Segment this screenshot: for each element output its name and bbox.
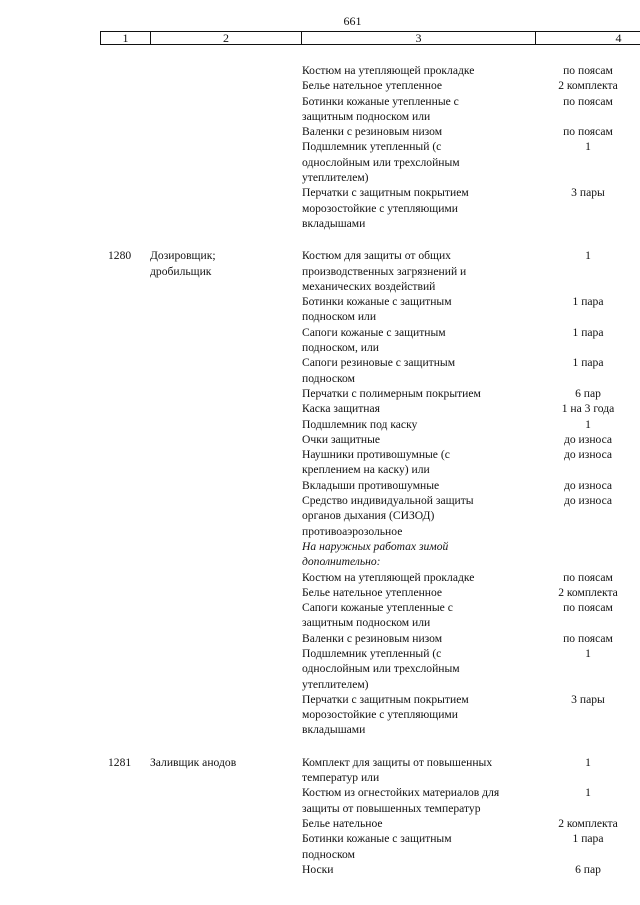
issue-norm: 3 пары (571, 186, 605, 200)
issue-norm: по поясам (563, 125, 613, 139)
equipment-name-line: Костюм на утепляющей прокладке (302, 570, 475, 584)
issue-norm: по поясам (563, 570, 613, 584)
equipment-name-line: подноском (302, 371, 355, 385)
equipment-name (302, 185, 534, 231)
page-number: 661 (343, 14, 362, 28)
equipment-name (302, 600, 534, 631)
table-row (0, 600, 640, 631)
table-row (0, 139, 640, 185)
table-row (0, 185, 640, 231)
equipment-name (302, 785, 534, 816)
equipment-name-line: производственных загрязнений и (302, 264, 467, 278)
issue-norm: по поясам (563, 601, 613, 615)
equipment-name-line: Валенки с резиновым низом (302, 125, 443, 139)
issue-norm: 1 (585, 140, 591, 154)
issue-norm: до износа (563, 432, 613, 446)
profession-line: дробильщик (150, 264, 212, 278)
issue-norm: 1 пара (572, 832, 604, 846)
equipment-name-line: Перчатки с защитным покрытием (302, 692, 469, 706)
equipment-name-line: защитным подноском или (302, 616, 431, 630)
profession-line: Заливщик анодов (150, 755, 237, 769)
profession-group (0, 63, 640, 231)
equipment-name-line: Перчатки с полимерным покрытием (302, 386, 481, 400)
table-row (0, 493, 640, 539)
issue-norm: 1 пара (572, 356, 604, 370)
table-row (0, 124, 640, 139)
equipment-name-line: морозостойкие с утепляющими (302, 201, 458, 215)
table-row (0, 570, 640, 585)
table-row (0, 94, 640, 125)
equipment-name (302, 401, 534, 416)
equipment-name-line: утеплителем) (302, 171, 369, 185)
issue-norm: 1 на 3 года (561, 402, 615, 416)
equipment-name (302, 447, 534, 478)
table-row (0, 78, 640, 93)
equipment-name-line: креплением на каску) или (302, 463, 430, 477)
equipment-name-line: Вкладыши противошумные (302, 478, 440, 492)
equipment-name (302, 139, 534, 185)
item-number: 1281 (108, 755, 132, 769)
issue-norm: до износа (563, 494, 613, 508)
equipment-name-line: морозостойкие с утепляющими (302, 708, 458, 722)
table-row (0, 294, 640, 325)
profession-group (0, 755, 640, 877)
equipment-name-line: Подшлемник утепленный (с (302, 646, 442, 660)
table-body (0, 63, 640, 877)
equipment-name-line: противоаэрозольное (302, 524, 403, 538)
issue-norm: 1 (585, 417, 591, 431)
equipment-name-line: Комплект для защиты от повышенных (302, 755, 493, 769)
equipment-name (302, 570, 534, 585)
equipment-name (302, 417, 534, 432)
equipment-name-line: однослойным или трехслойным (302, 662, 460, 676)
equipment-name-line: Носки (302, 862, 334, 876)
profession-group (0, 248, 640, 738)
equipment-name (302, 355, 534, 386)
table-row (0, 539, 640, 570)
equipment-name-line: механических воздействий (302, 279, 436, 293)
equipment-name-line: Белье нательное утепленное (302, 585, 443, 599)
equipment-name (302, 816, 534, 831)
equipment-name-line: утеплителем) (302, 677, 369, 691)
equipment-name-line: Сапоги кожаные с защитным (302, 325, 446, 339)
table-row (0, 862, 640, 877)
table-row (0, 755, 640, 786)
equipment-name (302, 386, 534, 401)
equipment-name-line: Сапоги кожаные утепленные с (302, 601, 453, 615)
equipment-name-line: Сапоги резиновые с защитным (302, 356, 456, 370)
issue-norm: 1 пара (572, 295, 604, 309)
equipment-name-line: подноском, или (302, 341, 379, 355)
equipment-name-line: однослойным или трехслойным (302, 155, 460, 169)
equipment-name (302, 646, 534, 692)
equipment-name-line: Наушники противошумные (с (302, 448, 450, 462)
equipment-name (302, 755, 534, 786)
table-row (0, 646, 640, 692)
equipment-name-line: Перчатки с защитным покрытием (302, 186, 469, 200)
equipment-name (302, 294, 534, 325)
equipment-name (302, 432, 534, 447)
equipment-name-line: Каска защитная (302, 402, 380, 416)
table-row (0, 248, 640, 294)
issue-norm: по поясам (563, 631, 613, 645)
equipment-name-line: Костюм на утепляющей прокладке (302, 64, 475, 77)
equipment-name-line: Белье нательное утепленное (302, 79, 443, 93)
equipment-name-line: защиты от повышенных температур (302, 801, 481, 815)
header-col-2: 2 (223, 31, 229, 45)
equipment-name-line: Костюм для защиты от общих (302, 249, 451, 263)
equipment-name (302, 248, 534, 294)
table-row (0, 831, 640, 862)
equipment-name (302, 493, 534, 539)
issue-norm: 6 пар (575, 862, 601, 876)
table-row (0, 785, 640, 816)
table-row (0, 63, 640, 78)
issue-norm: 1 (585, 646, 591, 660)
table-row (0, 325, 640, 356)
table-row (0, 478, 640, 493)
issue-norm: 2 комплекта (558, 585, 618, 599)
issue-norm: по поясам (563, 64, 613, 77)
profession-name (150, 248, 290, 279)
equipment-name-line: На наружных работах зимой (302, 539, 449, 553)
equipment-name (302, 585, 534, 600)
table-row (0, 417, 640, 432)
equipment-name-line: Костюм из огнестойких материалов для (302, 786, 500, 800)
equipment-name-line: Белье нательное (302, 816, 383, 830)
table-row (0, 816, 640, 831)
equipment-name-line: Ботинки кожаные с защитным (302, 832, 452, 846)
equipment-name-line: органов дыхания (СИЗОД) (302, 509, 435, 523)
issue-norm: 1 (585, 755, 591, 769)
equipment-name-line: температур или (302, 771, 380, 785)
table-row (0, 432, 640, 447)
equipment-name (302, 78, 534, 93)
equipment-name-line: Подшлемник под каску (302, 417, 418, 431)
issue-norm: 6 пар (575, 386, 601, 400)
issue-norm: до износа (563, 478, 613, 492)
equipment-name (302, 831, 534, 862)
equipment-name-line: подноском или (302, 310, 377, 324)
profession-name (150, 755, 290, 770)
equipment-name (302, 631, 534, 646)
issue-norm: 3 пары (571, 692, 605, 706)
table-row (0, 447, 640, 478)
equipment-name-line: Ботинки кожаные с защитным (302, 295, 452, 309)
equipment-name-line: вкладышами (302, 216, 366, 230)
equipment-name-line: Ботинки кожаные утепленные с (302, 94, 459, 108)
issue-norm: по поясам (563, 94, 613, 108)
equipment-name-line: подноском (302, 847, 355, 861)
table-row (0, 585, 640, 600)
equipment-name-line: Подшлемник утепленный (с (302, 140, 442, 154)
equipment-name-line: защитным подноском или (302, 109, 431, 123)
table-header (100, 31, 640, 45)
equipment-name (302, 124, 534, 139)
issue-norm: до износа (563, 448, 613, 462)
item-number: 1280 (108, 249, 132, 263)
header-col-3: 3 (415, 31, 422, 45)
equipment-name (302, 94, 534, 125)
equipment-name (302, 862, 534, 877)
header-col-1: 1 (122, 31, 129, 45)
table-row (0, 355, 640, 386)
issue-norm: 1 пара (572, 325, 604, 339)
profession-line: Дозировщик; (150, 249, 216, 263)
equipment-name (302, 63, 534, 78)
issue-norm: 1 (585, 249, 591, 263)
equipment-name-line: вкладышами (302, 723, 366, 737)
issue-norm: 1 (585, 786, 591, 800)
table-row (0, 692, 640, 738)
equipment-name (302, 325, 534, 356)
equipment-name-line: дополнительно: (302, 555, 381, 569)
section-note (302, 539, 534, 570)
issue-norm: 2 комплекта (558, 816, 618, 830)
header-col-4: 4 (615, 31, 622, 45)
table-row (0, 386, 640, 401)
table-row (0, 631, 640, 646)
issue-norm: 2 комплекта (558, 79, 618, 93)
table-row (0, 401, 640, 416)
equipment-name-line: Валенки с резиновым низом (302, 631, 443, 645)
equipment-name (302, 478, 534, 493)
equipment-name-line: Очки защитные (302, 432, 381, 446)
equipment-name (302, 692, 534, 738)
equipment-name-line: Средство индивидуальной защиты (302, 494, 474, 508)
